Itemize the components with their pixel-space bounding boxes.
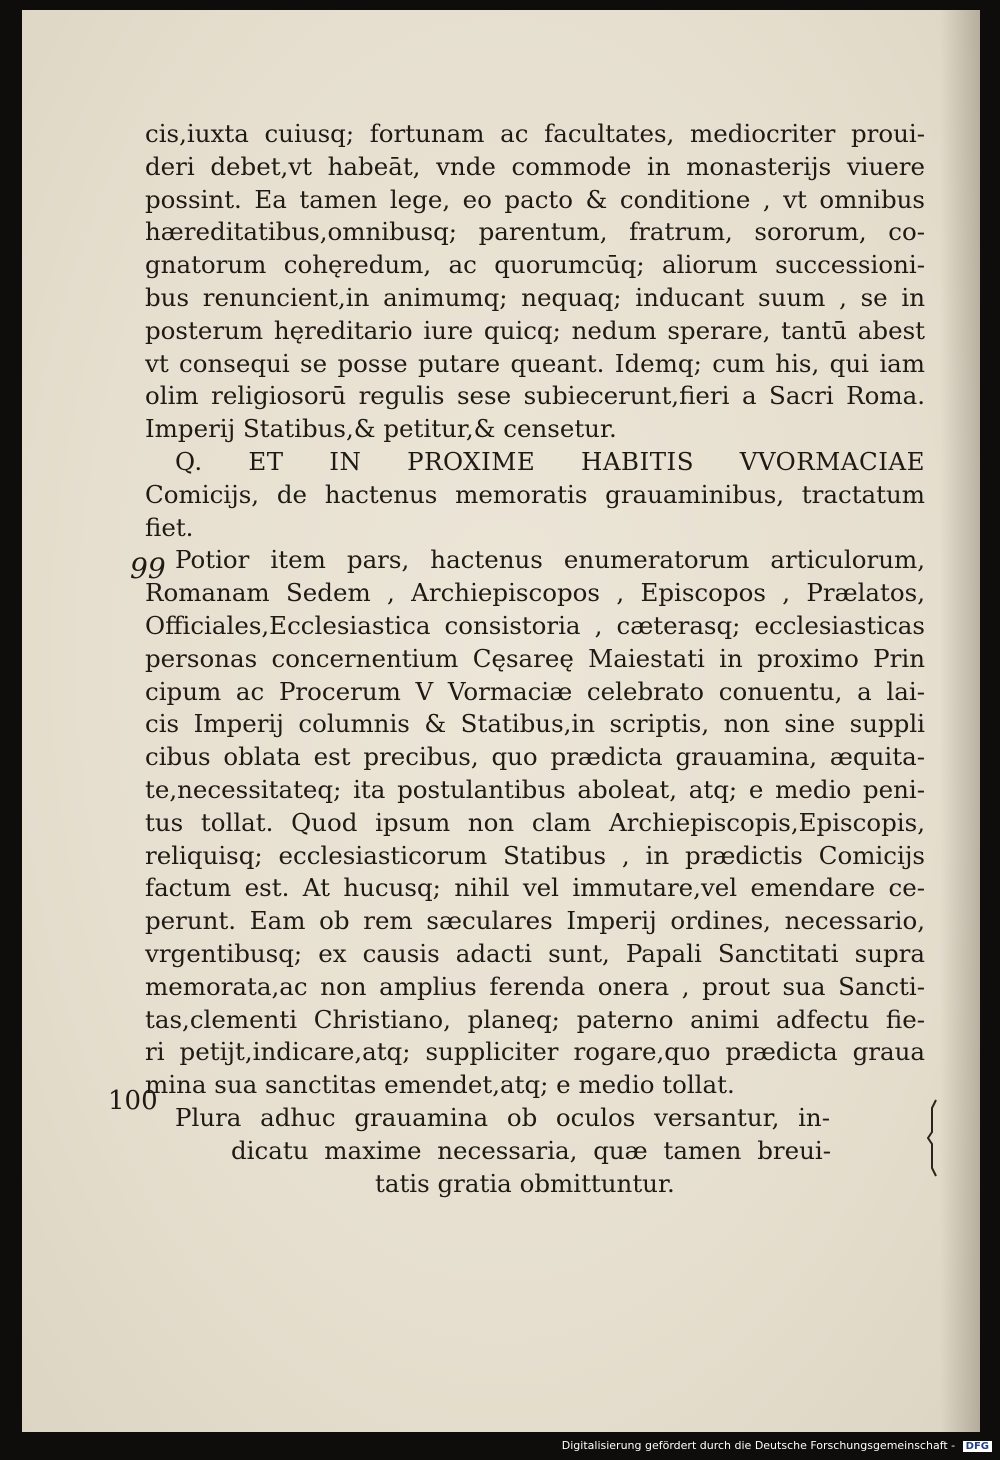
- paragraph-article-100: [145, 1102, 925, 1200]
- bracket-icon: [926, 1098, 940, 1178]
- text-line: Imperij Statibus,& petitur,& censetur.: [145, 414, 617, 444]
- heading-line: Q. ET IN PROXIME HABITIS VVORMACIAE: [175, 446, 925, 476]
- text-line: vt consequi se posse putare queant. Idemq; cum his, qui iam: [145, 348, 925, 378]
- text-line: reliquisq; ecclesiasticorum Statibus , in prædictis Comicijs: [145, 840, 925, 870]
- text-line: Comicijs, de hactenus memoratis grauaminibus, tractatum: [145, 479, 925, 509]
- page-text: [145, 118, 925, 1200]
- text-line: cis,iuxta cuiusq; fortunam ac facultates, mediocriter proui-: [145, 119, 925, 148]
- margin-note-100: 100: [108, 1086, 158, 1116]
- text-line: tatis gratia obmittuntur.: [375, 1168, 675, 1198]
- text-line: Romanam Sedem , Archiepiscopos , Episcopos , Prælatos,: [145, 578, 925, 608]
- text-line: te,necessitateq; ita postulantibus aboleat, atq; e medio peni-: [145, 774, 925, 804]
- text-line: vrgentibusq; ex causis adacti sunt, Papali Sanctitati supra: [145, 938, 925, 968]
- text-line: deri debet,vt habeāt, vnde commode in monasterijs viuere: [145, 151, 925, 181]
- text-line: posterum hęreditario iure quicq; nedum sperare, tantū abest: [145, 315, 925, 345]
- margin-note-99: 99: [130, 552, 166, 585]
- text-line: cis Imperij columnis & Statibus,in scriptis, non sine suppli: [145, 709, 925, 739]
- text-line: fiet.: [145, 512, 194, 542]
- dfg-logo[interactable]: DFG: [963, 1441, 992, 1452]
- paragraph-article-99: [145, 544, 925, 1102]
- text-line: hæreditatibus,omnibusq; parentum, fratrum, sororum, co-: [145, 217, 925, 247]
- credit-text: Digitalisierung gefördert durch die Deutsche Forschungsgemeinschaft -: [561, 1439, 956, 1452]
- text-line: Officiales,Ecclesiastica consistoria , cæterasq; ecclesiasticas: [145, 610, 925, 640]
- text-line: cipum ac Procerum V Vormaciæ celebrato conuentu, a lai-: [145, 676, 925, 706]
- text-line: Potior item pars, hactenus enumeratorum articulorum,: [175, 545, 925, 575]
- text-line: bus renuncient,in animumq; nequaq; inducant suum , se in: [145, 282, 925, 312]
- text-line: mina sua sanctitas emendet,atq; e medio tollat.: [145, 1070, 735, 1100]
- gutter-shadow: [940, 10, 980, 1432]
- text-line: tas,clementi Christiano, planeq; paterno animi adfectu fie-: [145, 1004, 925, 1034]
- text-line: tus tollat. Quod ipsum non clam Archiepiscopis,Episcopis,: [145, 807, 925, 837]
- text-line: Plura adhuc grauamina ob oculos versantur, in-: [175, 1102, 830, 1132]
- digitization-credit: [0, 1439, 992, 1452]
- text-line: factum est. At hucusq; nihil vel immutare,vel emendare ce-: [145, 873, 925, 903]
- text-line: cibus oblata est precibus, quo prædicta grauamina, æquita-: [145, 742, 925, 772]
- text-line: olim religiosorū regulis sese subiecerunt,fieri a Sacri Roma.: [145, 381, 925, 411]
- text-line: memorata,ac non amplius ferenda onera , prout sua Sancti-: [145, 971, 925, 1001]
- paragraph-top: [145, 118, 925, 446]
- section-heading: [145, 446, 925, 544]
- text-line: dicatu maxime necessaria, quæ tamen breui-: [231, 1135, 831, 1165]
- bracket-ornament: [926, 1098, 940, 1183]
- text-line: perunt. Eam ob rem sæculares Imperij ordines, necessario,: [145, 906, 925, 936]
- text-line: possint. Ea tamen lege, eo pacto & conditione , vt omnibus: [145, 184, 925, 214]
- text-line: ri petijt,indicare,atq; suppliciter rogare,quo prædicta graua: [145, 1037, 925, 1067]
- text-line: gnatorum cohęredum, ac quorumcūq; aliorum successioni-: [145, 250, 925, 280]
- text-line: personas concernentium Cęsareę Maiestati in proximo Prin: [145, 643, 925, 673]
